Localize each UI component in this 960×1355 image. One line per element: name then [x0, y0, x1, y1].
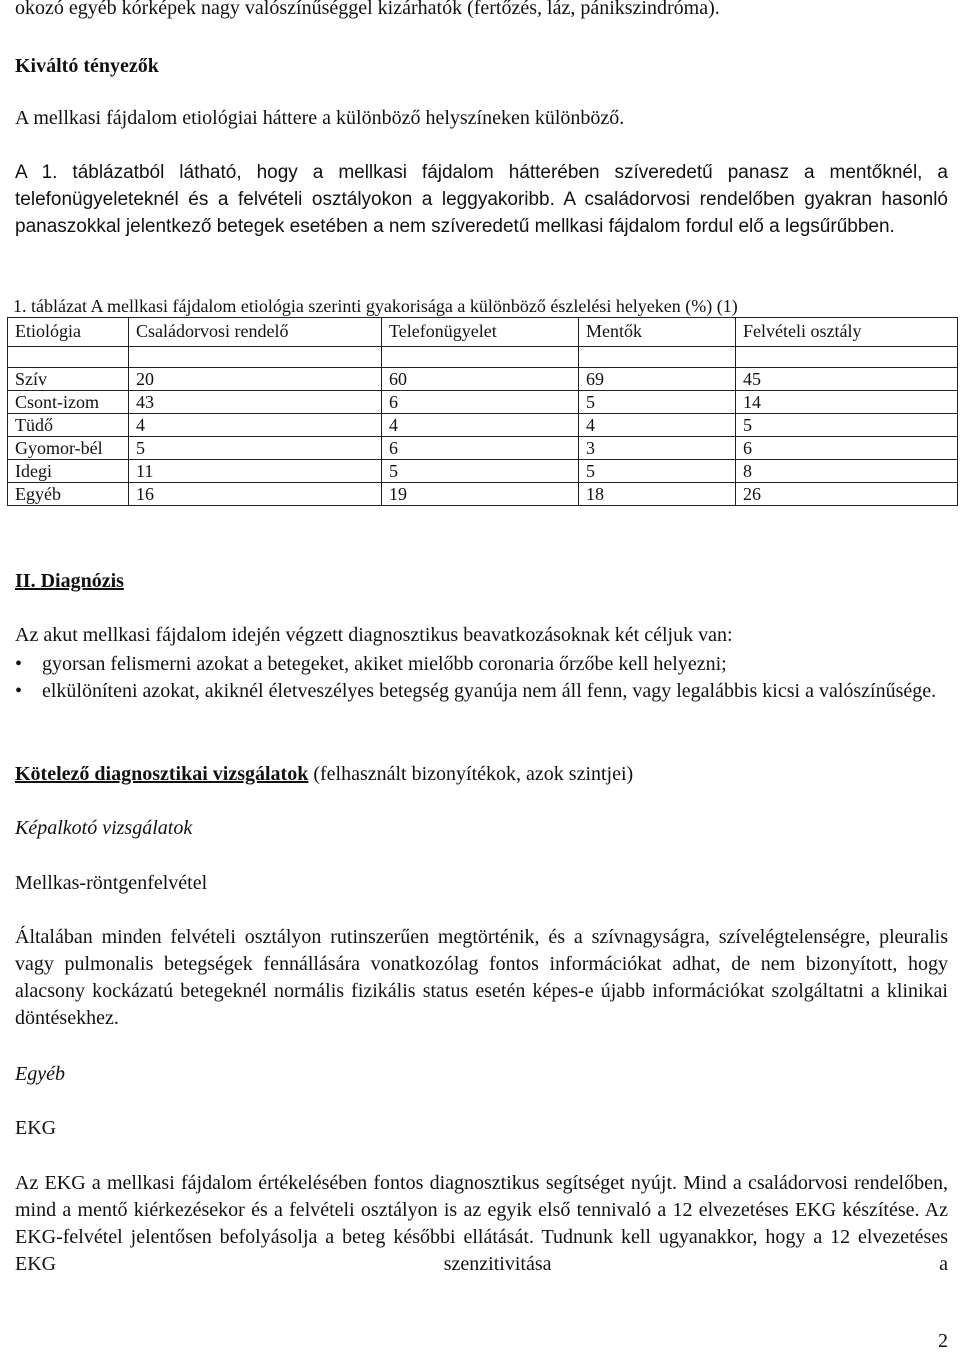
table-header-row — [8, 318, 958, 347]
bullet-icon: • — [15, 680, 23, 702]
mandatory-tests-rest: (felhasznált bizonyítékok, azok szintjei) — [308, 763, 634, 785]
table-row — [8, 391, 958, 414]
ekg-paragraph: Az EKG a mellkasi fájdalom értékelésében fontos diagnosztikus segítséget nyújt. Mind a családorvosi rendelőben, mind a mentő kiérkezésekor és a felvételi osztályon is az egyik első tennivaló a 12 elvezetéses EKG készítése. Az EKG-felvétel jelentősen befolyásolja a beteg későbbi ellátását. Tudnunk kell ugyanakkor, hogy a 12 elvezetéses EKG szenzitivitása a — [15, 1172, 948, 1275]
intro-line: okozó egyéb kórképek nagy valószínűséggel kizárhatók (fertőzés, láz, pánikszindróma). — [15, 0, 720, 19]
table-cell: Egyéb — [8, 483, 129, 506]
table-cell: 5 — [579, 391, 736, 414]
xray-heading: Mellkas-röntgenfelvétel — [15, 872, 208, 894]
table-row — [8, 437, 958, 460]
table-caption: 1. táblázat A mellkasi fájdalom etiológia szerinti gyakorisága a különböző észlelési helyeken (%) (1) — [13, 296, 738, 316]
diagnosis-heading: II. Diagnózis — [15, 570, 124, 592]
table-cell: Csont-izom — [8, 391, 129, 414]
mandatory-tests-bold: Kötelező diagnosztikai vizsgálatok — [15, 763, 309, 785]
table-cell: 19 — [382, 483, 579, 506]
table-cell: 43 — [129, 391, 382, 414]
table-cell: 20 — [129, 368, 382, 391]
table-cell: 5 — [129, 437, 382, 460]
other-heading: Egyéb — [15, 1063, 65, 1085]
diagnosis-intro: Az akut mellkasi fájdalom idején végzett diagnosztikus beavatkozásoknak két céljuk van: — [15, 624, 733, 646]
table-cell: 4 — [129, 414, 382, 437]
table-cell: Családorvosi rendelő — [129, 318, 382, 347]
table-cell: 45 — [736, 368, 958, 391]
table-cell: 60 — [382, 368, 579, 391]
table-cell — [736, 347, 958, 368]
table-cell: 18 — [579, 483, 736, 506]
table-cell: Etiológia — [8, 318, 129, 347]
table-cell — [579, 347, 736, 368]
page-number: 2 — [938, 1330, 948, 1352]
table-cell: 5 — [382, 460, 579, 483]
etiology-table-block — [7, 295, 958, 506]
table-cell: 11 — [129, 460, 382, 483]
list-item-text: gyorsan felismerni azokat a betegeket, akiket mielőbb coronaria őrzőbe kell helyezni; — [42, 653, 727, 675]
etiology-table — [7, 317, 958, 506]
table-cell — [8, 347, 129, 368]
triggers-line: A mellkasi fájdalom etiológiai háttere a különböző helyszíneken különböző. — [15, 107, 625, 129]
table-cell: 6 — [382, 391, 579, 414]
table-cell: 4 — [579, 414, 736, 437]
mandatory-tests-heading — [15, 761, 948, 788]
table-cell: Szív — [8, 368, 129, 391]
table-cell: Tüdő — [8, 414, 129, 437]
table-cell: Mentők — [579, 318, 736, 347]
table-cell — [382, 347, 579, 368]
table-cell: 6 — [736, 437, 958, 460]
list-item — [15, 651, 948, 678]
table-cell: 8 — [736, 460, 958, 483]
imaging-heading: Képalkotó vizsgálatok — [15, 817, 193, 839]
table-cell: Gyomor-bél — [8, 437, 129, 460]
table-cell: 16 — [129, 483, 382, 506]
table-cell: Idegi — [8, 460, 129, 483]
list-item — [15, 678, 948, 705]
xray-paragraph: Általában minden felvételi osztályon rutinszerűen megtörténik, és a szívnagyságra, szívelégtelenségre, pleuralis vagy pulmonalis betegségek fennállására vonatkozólag fontos információkat adhat, de nem bizonyított, hogy alacsony kockázatú betegeknél normális fizikális status esetén képes-e újabb információkat szolgáltatni a klinikai döntésekhez. — [15, 926, 948, 1029]
triggers-heading: Kiváltó tényezők — [15, 55, 159, 77]
list-item-text: elkülöníteni azokat, akiknél életveszélyes betegség gyanúja nem áll fenn, vagy legalábbis kicsi a valószínűsége. — [42, 680, 937, 702]
diagnosis-goals-list — [15, 651, 948, 705]
bullet-icon: • — [15, 653, 23, 675]
table-spacer-row — [8, 347, 958, 368]
table-cell: 3 — [579, 437, 736, 460]
table-cell: 4 — [382, 414, 579, 437]
table-row — [8, 414, 958, 437]
table-cell: Telefonügyelet — [382, 318, 579, 347]
table-cell: 5 — [579, 460, 736, 483]
table-cell: 6 — [382, 437, 579, 460]
table-cell: Felvételi osztály — [736, 318, 958, 347]
table-row — [8, 368, 958, 391]
triggers-paragraph: A 1. táblázatból látható, hogy a mellkasi fájdalom hátterében szíveredetű panasz a mentőknél, a telefonügyeleteknél és a felvételi osztályokon a leggyakoribb. A családorvosi rendelőben gyakran hasonló panaszokkal jelentkező betegek esetében a nem szíveredetű mellkasi fájdalom fordul elő a legsűrűbben. — [15, 162, 948, 237]
ekg-heading: EKG — [15, 1117, 57, 1139]
table-cell: 69 — [579, 368, 736, 391]
table-cell: 14 — [736, 391, 958, 414]
table-cell: 5 — [736, 414, 958, 437]
table-row — [8, 460, 958, 483]
table-row — [8, 483, 958, 506]
table-cell — [129, 347, 382, 368]
table-cell: 26 — [736, 483, 958, 506]
